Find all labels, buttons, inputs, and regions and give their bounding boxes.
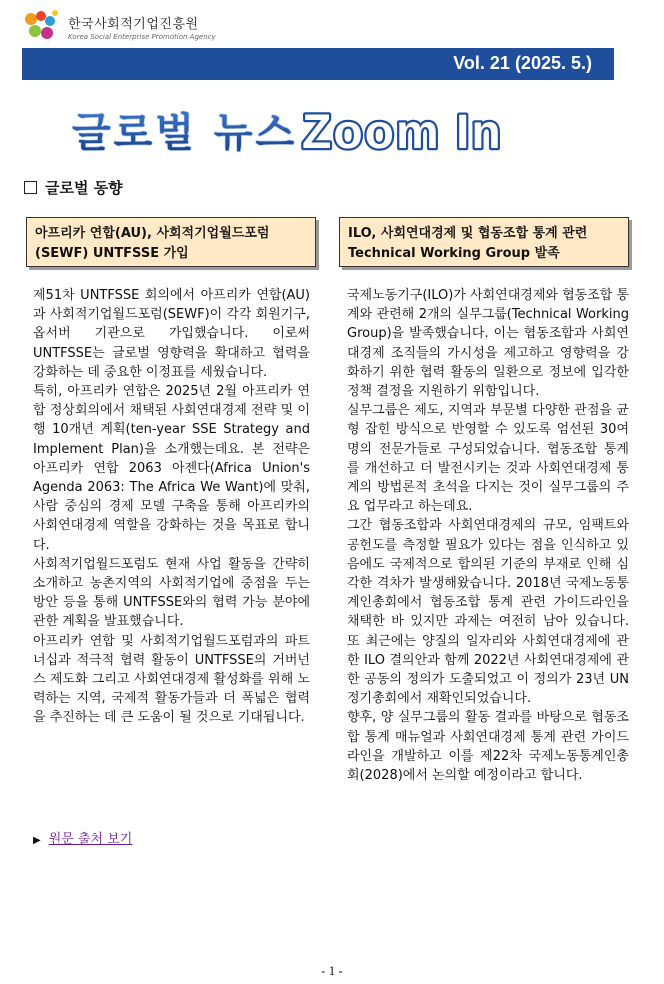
- newsletter-banner-title: [70, 100, 590, 164]
- source-link[interactable]: 원문 출처 보기: [48, 832, 133, 847]
- right-paragraph-1: 국제노동기구(ILO)가 사회연대경제와 협동조합 통계와 관련해 2개의 실무그룹(Technical Working Group)을 발족했습니다. 이는 협동조합과 사회연대경제 조직들의 가시성을 제고하고 영향력을 강화하기 위한 협력 활동의 일환으로 정보에 입각한 정책 결정을 지원하기 위함입니다.: [347, 288, 629, 400]
- checkbox-square-icon: [24, 181, 37, 194]
- left-paragraph-2: 특히, 아프리카 연합은 2025년 2월 아프리카 연합 정상회의에서 채택된 사회연대경제 전략 및 이행 10개년 계획(ten-year SSE Strategy and Implement Plan)을 소개했는데요. 본 전략은 아프리카 연합 2063 아젠다(Africa Union's Agenda 2063: The Africa We Want)에 맞춰, 사람 중심의 경제 모델 구축을 통해 아프리카의 사회연대경제 역할을 강화하는 것을 목표로 합니다.: [33, 384, 310, 553]
- right-paragraph-4: 향후, 양 실무그룹의 활동 결과를 바탕으로 협동조합 통계 매뉴얼과 사회연대경제 통계 관련 가이드라인을 개발하고 이를 제22차 국제노동통계인총회(2028)에서 논의할 예정이라고 합니다.: [347, 710, 629, 784]
- section-heading: [24, 177, 123, 198]
- org-name-korean: 한국사회적기업진흥원: [68, 17, 199, 32]
- page-number: - 1 -: [321, 963, 343, 978]
- triangle-right-icon: ▶: [33, 835, 41, 846]
- right-paragraph-3: 그간 협동조합과 사회연대경제의 규모, 임팩트와 공헌도를 측정할 필요가 있다는 점을 인식하고 있음에도 국제적으로 합의된 기준의 부재로 인해 심각한 격차가 발생해왔습니다. 2018년 국제노동통계인총회에서 협동조합 통계 관련 가이드라인을 채택한 바 있지만 과제는 여전히 남아 있습니다. 또 최근에는 양질의 일자리와 사회연대경제에 관한 ILO 결의안과 함께 2022년 사회연대경제에 관한 공동의 정의가 도출되었고 이 정의가 23년 UN 정기총회에서 재확인되었습니다.: [347, 518, 629, 707]
- banner-korean-title: 글로벌 뉴스: [72, 110, 298, 156]
- right-article-body: [347, 286, 629, 785]
- kosea-logo: [22, 8, 62, 46]
- left-paragraph-3: 사회적기업월드포럼도 현재 사업 활동을 간략히 소개하고 농촌지역의 사회적기업에 중점을 두는 방안 등을 통해 UNTFSSE와의 협력 가능 분야에 관한 계획을 발표했습니다.: [33, 556, 310, 630]
- volume-label: Vol. 21 (2025. 5.): [453, 53, 592, 73]
- right-paragraph-2: 실무그룹은 제도, 지역과 부문별 다양한 관점을 균형 잡힌 방식으로 반영할 수 있도록 엄선된 30여 명의 전문가들로 구성되었습니다. 협동조합 통계를 개선하고 더 발전시키는 것과 사회연대경제 통계의 방법론적 초석을 다지는 것이 실무그룹의 주요 업무라고 하는데요.: [347, 403, 629, 515]
- left-article-headline: 아프리카 연합(AU), 사회적기업월드포럼(SEWF) UNTFSSE 가입: [35, 226, 270, 261]
- right-article-headline-box: [339, 217, 629, 267]
- source-link-row: [33, 828, 132, 847]
- left-paragraph-1: 제51차 UNTFSSE 회의에서 아프리카 연합(AU)과 사회적기업월드포럼(SEWF)이 각각 회원기구, 옵서버 기관으로 가입했습니다. 이로써 UNTFSSE는 글로벌 영향력을 확대하고 협력을 강화하는 데 중요한 이정표를 세웠습니다.: [33, 288, 310, 380]
- section-title: 글로벌 동향: [45, 179, 123, 197]
- left-article-headline-box: [26, 217, 316, 267]
- org-name-english: Korea Social Enterprise Promotion Agency: [68, 33, 216, 41]
- left-paragraph-4: 아프리카 연합 및 사회적기업월드포럼과의 파트너십과 적극적 협력 활동이 UNTFSSE의 거버넌스 제도화 그리고 사회연대경제 활성화를 위해 노력하는 지역, 국제적 활동가들과 더 폭넓은 협력을 추진하는 데 큰 도움이 될 것으로 기대됩니다.: [33, 633, 310, 726]
- right-article-headline: ILO, 사회연대경제 및 협동조합 통계 관련 Technical Working Group 발족: [348, 226, 588, 261]
- banner-english-title: Zoom In: [302, 106, 503, 159]
- org-name: [68, 13, 216, 41]
- volume-bar: [22, 48, 614, 80]
- left-article-body: [33, 286, 310, 728]
